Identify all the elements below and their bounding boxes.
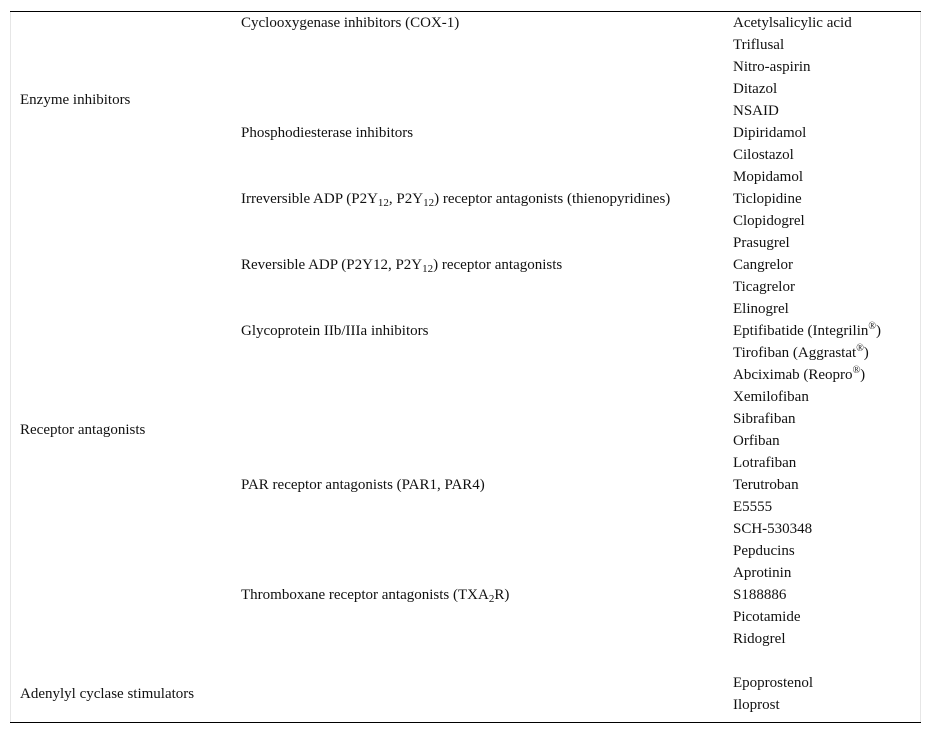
- drug-item: Terutroban: [733, 477, 799, 493]
- drug-item: Mopidamol: [733, 169, 803, 185]
- drug-item: Clopidogrel: [733, 213, 805, 229]
- drug-classification-table: [10, 11, 921, 723]
- drug-item: Prasugrel: [733, 235, 790, 251]
- drug-item: Sibrafiban: [733, 411, 796, 427]
- drug-item: Ticagrelor: [733, 279, 795, 295]
- drug-item: Pepducins: [733, 543, 795, 559]
- subclass-thromboxane-receptor-antagonists: Thromboxane receptor antagonists $(TXA_2R)$: [241, 587, 510, 605]
- drug-item: Ditazol: [733, 81, 778, 97]
- registered-mark: ®: [868, 321, 876, 332]
- category-receptor-antagonists: Receptor antagonists: [20, 422, 146, 438]
- drug-item: Nitro-aspirin: [733, 59, 811, 75]
- category-adenylyl-cyclase-stimulators: Adenylyl cyclase stimulators: [20, 686, 195, 702]
- registered-mark: ®: [856, 343, 864, 354]
- drug-item: Lotrafiban: [733, 455, 797, 471]
- subclass-irreversible-adp-antagonists: Irreversible ADP ($P2Y_{12}$, $P2Y_{12}$) receptor antagonists (thienopyridines): [241, 191, 671, 209]
- drug-item: Ticlopidine: [733, 191, 802, 207]
- drug-item: Epoprostenol: [733, 675, 813, 691]
- drug-item: E5555: [733, 499, 773, 515]
- drug-item: NSAID: [733, 103, 779, 119]
- drug-item: Cangrelor: [733, 257, 793, 273]
- category-enzyme-inhibitors: Enzyme inhibitors: [20, 92, 131, 108]
- drug-item: Cilostazol: [733, 147, 794, 163]
- drug-item: Elinogrel: [733, 301, 789, 317]
- subclass-phosphodiesterase-inhibitors: Phosphodiesterase inhibitors: [241, 125, 414, 141]
- drug-item: SCH-530348: [733, 521, 813, 537]
- drug-item: Eptifibatide (Integrilin®): [733, 321, 881, 339]
- subclass-cox-inhibitors: Cyclooxygenase inhibitors (COX-1): [241, 15, 460, 31]
- drug-item: Xemilofiban: [733, 389, 809, 405]
- registered-mark: ®: [852, 365, 861, 376]
- subclass-reversible-adp-antagonists: Reversible ADP (P2Y12, $P2Y_{12}$) receptor antagonists: [241, 257, 563, 275]
- drug-item: S188886: [733, 587, 787, 603]
- drug-item: Iloprost: [733, 697, 780, 713]
- table-left-border: [10, 12, 11, 722]
- drug-item: Aprotinin: [733, 565, 792, 581]
- table-right-border: [920, 12, 921, 722]
- drug-item: Abciximab (Reopro®): [733, 365, 866, 383]
- drug-item: Triflusal: [733, 37, 785, 53]
- drug-item: Orfiban: [733, 433, 780, 449]
- drug-item: Dipiridamol: [733, 125, 807, 141]
- drug-item: Picotamide: [733, 609, 801, 625]
- subclass-par-receptor-antagonists: PAR receptor antagonists (PAR1, PAR4): [241, 477, 485, 493]
- drug-item: Tirofiban (Aggrastat®): [733, 343, 869, 361]
- drug-item: Acetylsalicylic acid: [733, 15, 852, 31]
- subclass-glycoprotein-inhibitors: Glycoprotein IIb/IIIa inhibitors: [241, 323, 429, 339]
- drug-item: Ridogrel: [733, 631, 786, 647]
